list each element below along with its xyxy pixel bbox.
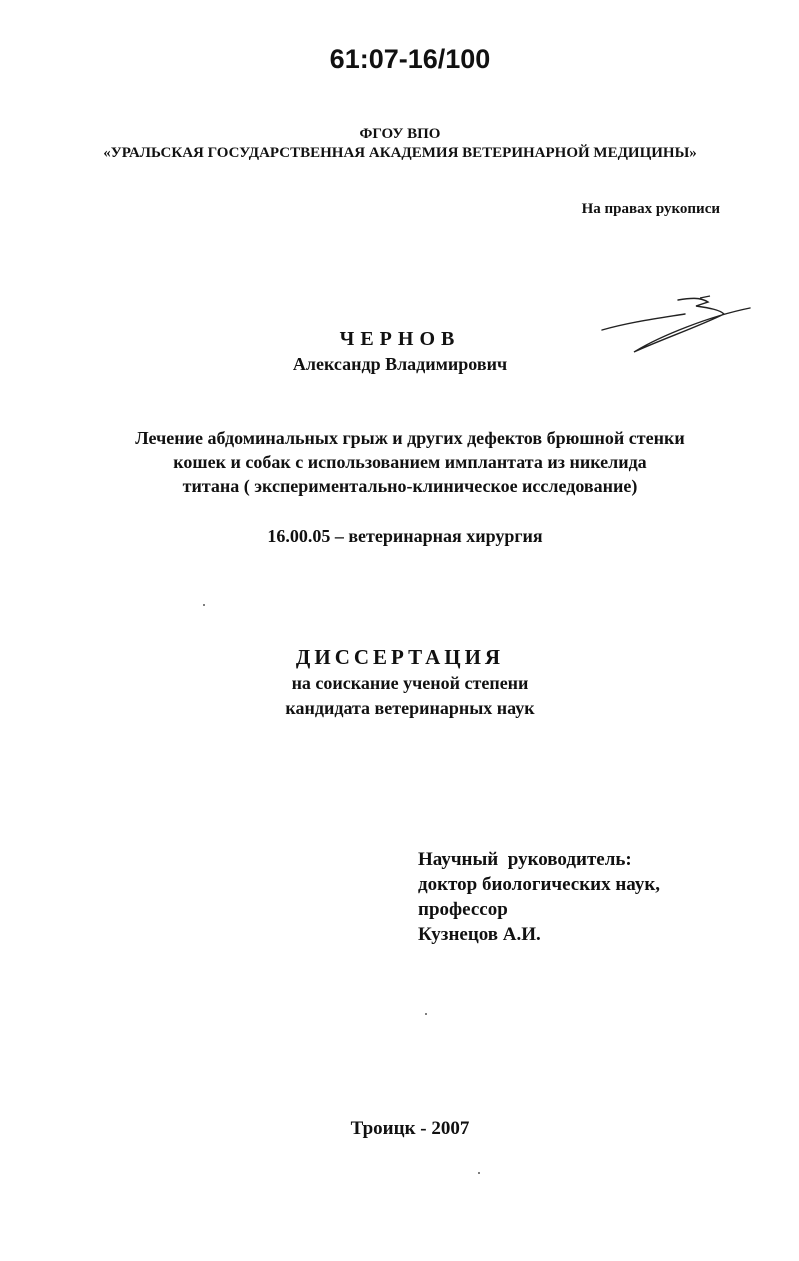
signature-image bbox=[600, 292, 760, 362]
author-full-name: Александр Владимирович bbox=[292, 354, 508, 374]
title-line: титана ( экспериментально-клиническое исследование) bbox=[182, 476, 638, 496]
specialty-code: 16.00.05 – ветеринарная хирургия bbox=[267, 526, 543, 546]
author-surname: ЧЕРНОВ bbox=[339, 328, 461, 350]
advisor-degree: доктор биологических наук, bbox=[418, 874, 661, 895]
city-year: Троицк - 2007 bbox=[350, 1118, 470, 1139]
advisor-rank: профессор bbox=[418, 899, 508, 920]
scan-speck bbox=[425, 1013, 427, 1015]
rights-note: На правах рукописи bbox=[581, 201, 720, 217]
scan-speck bbox=[478, 1172, 480, 1174]
degree-line-2: кандидата ветеринарных наук bbox=[285, 698, 535, 718]
scientific-advisor-block bbox=[418, 847, 758, 947]
advisor-label: Научный руководитель: bbox=[418, 849, 632, 870]
advisor-name: Кузнецов А.И. bbox=[418, 924, 541, 945]
organization-name: «УРАЛЬСКАЯ ГОСУДАРСТВЕННАЯ АКАДЕМИЯ ВЕТЕРИНАРНОЙ МЕДИЦИНЫ» bbox=[103, 145, 697, 161]
dissertation-title bbox=[100, 426, 720, 498]
scan-speck bbox=[203, 604, 205, 606]
degree-line-1: на соискание ученой степени bbox=[291, 673, 529, 693]
title-line: Лечение абдоминальных грыж и других дефектов брюшной стенки bbox=[135, 428, 685, 448]
title-line: кошек и собак с использованием имплантата из никелида bbox=[173, 452, 647, 472]
document-type: ДИССЕРТАЦИЯ bbox=[295, 645, 505, 669]
organization-abbreviation: ФГОУ ВПО bbox=[359, 126, 441, 142]
catalog-code: 61:07-16/100 bbox=[329, 44, 491, 74]
